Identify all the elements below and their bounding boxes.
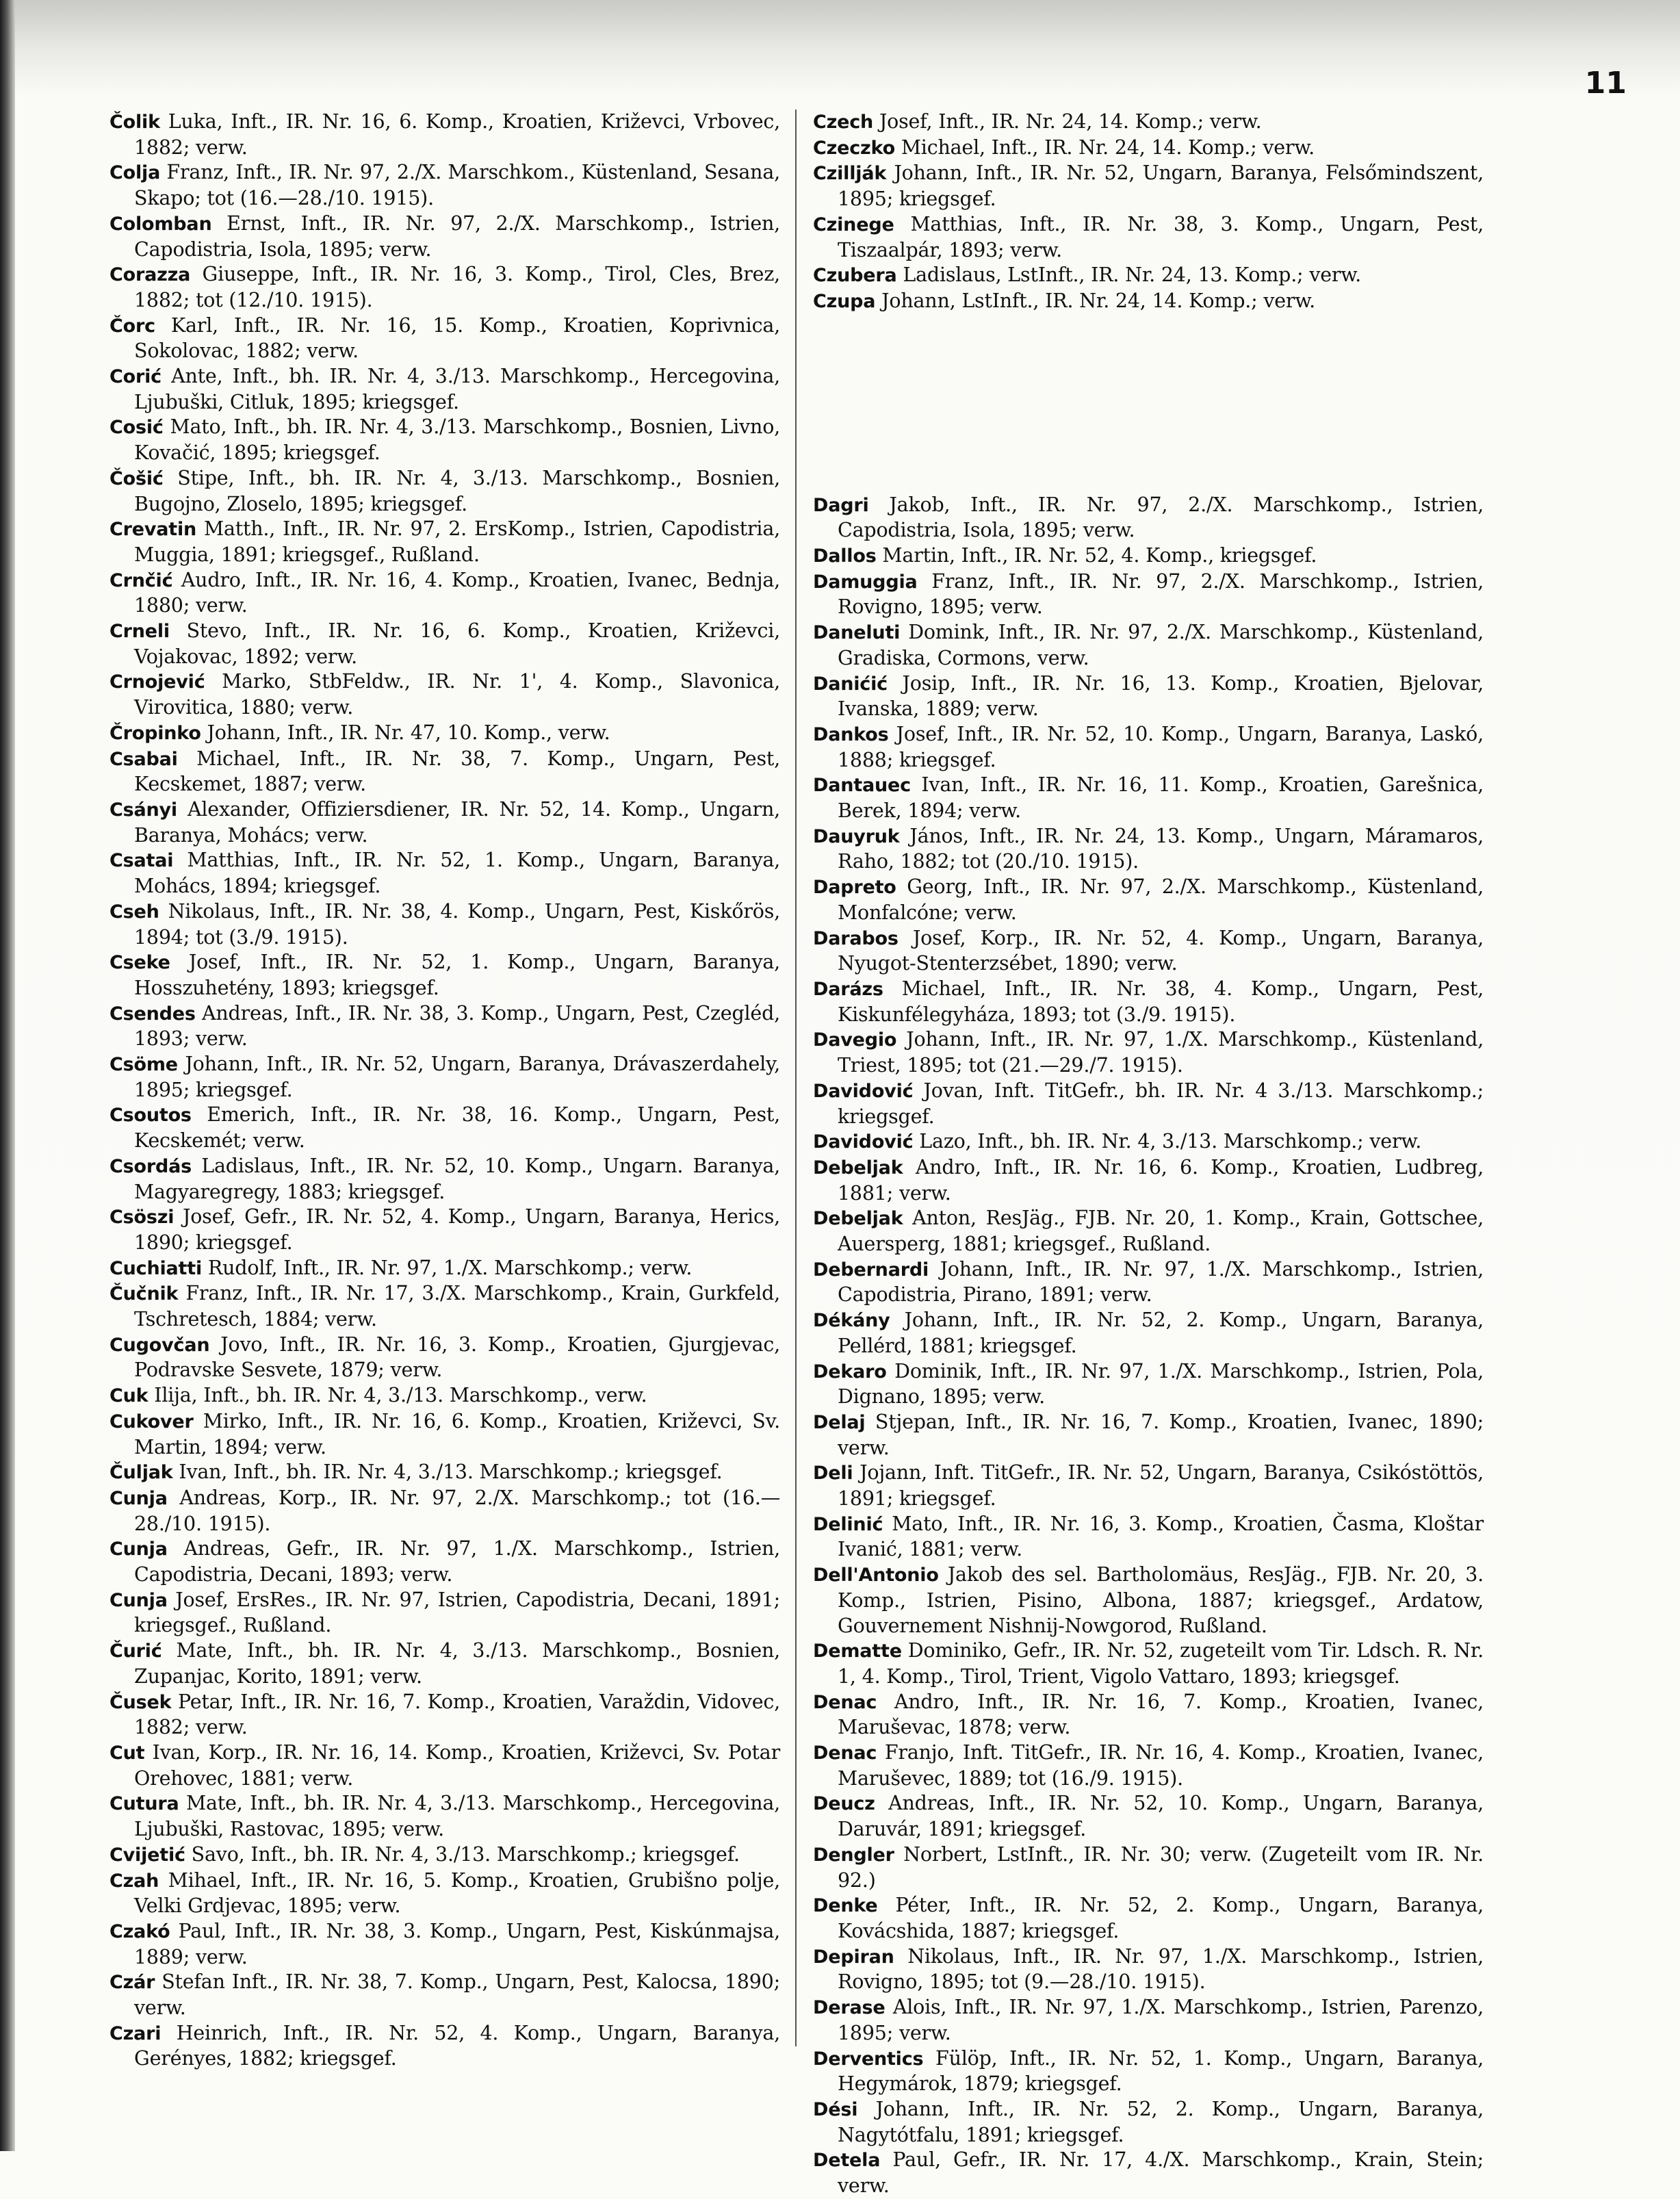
list-entry <box>109 1868 780 1919</box>
list-entry <box>813 1944 1484 1995</box>
entry-details: Georg, Inft., IR. Nr. 97, 2./X. Marschkomp., Küstenland, Monfalcóne; verw. <box>838 875 1484 924</box>
list-entry <box>109 1638 780 1689</box>
list-entry <box>109 1256 780 1282</box>
entry-surname: Čorc <box>109 315 155 337</box>
entry-details: Johann, Inft., IR. Nr. 97, 1./X. Marschkomp., Küstenland, Triest, 1895; tot (21.—29./7. 1915). <box>838 1028 1484 1077</box>
list-entry <box>109 1536 780 1587</box>
entry-surname: Dantauec <box>813 775 911 797</box>
entry-surname: Derase <box>813 1997 886 2019</box>
entry-details: Andreas, Gefr., IR. Nr. 97, 1./X. Marschkomp., Istrien, Capodistria, Decani, 1893; verw. <box>134 1537 781 1586</box>
entry-surname: Cut <box>109 1743 145 1764</box>
list-entry <box>813 1155 1484 1206</box>
entry-surname: Cugovčan <box>109 1334 210 1356</box>
list-entry <box>109 1383 780 1409</box>
entry-surname: Cunja <box>109 1539 168 1560</box>
entry-surname: Čošić <box>109 467 164 489</box>
list-entry <box>813 1410 1484 1461</box>
entry-surname: Cosić <box>109 417 164 439</box>
list-entry <box>813 2097 1484 2148</box>
entry-surname: Crevatin <box>109 519 197 541</box>
right-column-top-section <box>813 110 1484 315</box>
list-entry <box>109 747 780 797</box>
entry-surname: Dell'Antonio <box>813 1565 939 1586</box>
list-entry <box>813 161 1484 211</box>
entry-details: Dominik, Inft., IR. Nr. 97, 1./X. Marschkomp., Istrien, Pola, Dignano, 1895; verw. <box>838 1359 1484 1409</box>
list-entry <box>813 722 1484 773</box>
entry-surname: Cukover <box>109 1411 194 1432</box>
entry-details: Franz, Inft., IR. Nr. 97, 2./X. Marschkom., Küstenland, Sesana, Skapo; tot (16.—28./10. 1915). <box>134 161 780 210</box>
entry-surname: Cunja <box>109 1589 168 1611</box>
entry-surname: Csabai <box>109 748 178 770</box>
entry-surname: Czeczko <box>813 137 895 159</box>
entry-details: Josip, Inft., IR. Nr. 16, 13. Komp., Kroatien, Bjelovar, Ivanska, 1889; verw. <box>838 671 1484 721</box>
entry-surname: Czari <box>109 2022 161 2044</box>
list-entry <box>109 619 780 669</box>
list-entry <box>109 415 780 465</box>
entry-details: Domink, Inft., IR. Nr. 97, 2./X. Marschkomp., Küstenland, Gradiska, Cormons, verw. <box>838 621 1484 669</box>
entry-surname: Cuk <box>109 1385 148 1407</box>
entry-surname: Dekaro <box>813 1361 887 1383</box>
entry-details: Karl, Inft., IR. Nr. 16, 15. Komp., Kroatien, Koprivnica, Sokolovac, 1882; verw. <box>134 313 780 363</box>
list-entry <box>813 1129 1484 1155</box>
entry-surname: Damuggia <box>813 571 918 593</box>
list-entry <box>109 1001 780 1052</box>
entry-surname: Csoutos <box>109 1105 192 1127</box>
list-entry <box>813 875 1484 925</box>
list-entry <box>813 1359 1484 1410</box>
entry-surname: Debernardi <box>813 1259 929 1281</box>
entry-details: Péter, Inft., IR. Nr. 52, 2. Komp., Ungarn, Baranya, Kovácshida, 1887; kriegsgef. <box>838 1894 1484 1942</box>
entry-details: Emerich, Inft., IR. Nr. 38, 16. Komp., Ungarn, Pest, Kecskemét; verw. <box>134 1103 780 1153</box>
entry-surname: Dematte <box>813 1641 902 1662</box>
list-entry <box>109 899 780 950</box>
list-entry <box>109 1842 780 1868</box>
list-entry <box>813 493 1484 543</box>
entry-surname: Delinić <box>813 1513 883 1535</box>
list-entry <box>813 136 1484 162</box>
entry-surname: Cutura <box>109 1793 179 1815</box>
list-entry <box>813 671 1484 722</box>
entry-details: Ante, Inft., bh. IR. Nr. 4, 3./13. Marschkomp., Hercegovina, Ljubuški, Citluk, 1895; kriegsgef. <box>134 365 780 413</box>
entry-surname: Denac <box>813 1691 877 1713</box>
entry-details: Matth., Inft., IR. Nr. 97, 2. ErsKomp., Istrien, Capodistria, Muggia, 1891; kriegsgef., Rußland. <box>134 517 780 566</box>
entry-surname: Denac <box>813 1743 877 1764</box>
entry-details: Josef, Korp., IR. Nr. 52, 4. Komp., Ungarn, Baranya, Nyugot-Stenterzsébet, 1890; verw. <box>838 926 1484 975</box>
entry-details: Giuseppe, Inft., IR. Nr. 16, 3. Komp., Tirol, Cles, Brez, 1882; tot (12./10. 1915). <box>134 263 780 311</box>
entry-surname: Cseke <box>109 952 170 974</box>
list-entry <box>109 1103 780 1153</box>
entry-details: Mirko, Inft., IR. Nr. 16, 6. Komp., Kroatien, Križevci, Sv. Martin, 1894; verw. <box>134 1409 780 1458</box>
list-entry <box>109 950 780 1001</box>
entry-surname: Czupa <box>813 290 876 312</box>
list-entry <box>109 1486 780 1536</box>
entry-surname: Csányi <box>109 799 177 821</box>
list-entry <box>813 977 1484 1027</box>
entry-surname: Czillják <box>813 163 887 185</box>
entry-surname: Deucz <box>813 1793 875 1815</box>
list-entry <box>109 1409 780 1460</box>
entry-details: Johann, Inft., IR. Nr. 47, 10. Komp., verw. <box>207 721 610 744</box>
entry-details: Michael, Inft., IR. Nr. 24, 14. Komp.; verw. <box>901 136 1315 159</box>
list-entry <box>109 466 780 517</box>
entry-surname: Colomban <box>109 213 212 235</box>
entry-details: Mate, Inft., bh. IR. Nr. 4, 3./13. Marschkomp., Bosnien, Zupanjac, Korito, 1891; verw. <box>134 1639 781 1688</box>
entry-details: Petar, Inft., IR. Nr. 16, 7. Komp., Kroatien, Varaždin, Vidovec, 1882; verw. <box>134 1690 780 1739</box>
list-entry <box>813 569 1484 620</box>
entry-details: Matthias, Inft., IR. Nr. 52, 1. Komp., Ungarn, Baranya, Mohács, 1894; kriegsgef. <box>134 849 781 898</box>
right-column <box>813 110 1484 2199</box>
list-entry <box>813 926 1484 977</box>
entry-details: Martin, Inft., IR. Nr. 52, 4. Komp., kriegsgef. <box>882 544 1317 567</box>
entry-surname: Čolik <box>109 112 160 133</box>
list-entry <box>109 1052 780 1103</box>
entry-details: Andro, Inft., IR. Nr. 16, 6. Komp., Kroatien, Ludbreg, 1881; verw. <box>838 1155 1484 1205</box>
entry-details: Jakob, Inft., IR. Nr. 97, 2./X. Marschkomp., Istrien, Capodistria, Isola, 1895; verw. <box>838 493 1484 542</box>
entry-surname: Denke <box>813 1895 878 1917</box>
list-entry <box>109 1791 780 1842</box>
entry-details: Heinrich, Inft., IR. Nr. 52, 4. Komp., Ungarn, Baranya, Gerényes, 1882; kriegsgef. <box>134 2021 780 2070</box>
entry-details: Stefan Inft., IR. Nr. 38, 7. Komp., Ungarn, Pest, Kalocsa, 1890; verw. <box>134 1970 781 2020</box>
list-entry <box>109 160 780 211</box>
entry-details: Jakob des sel. Bartholomäus, ResJäg., FJB. Nr. 20, 3. Komp., Istrien, Pisino, Albona, 1887; kriegsgef., Ardatow, Gouvernement Nishnij-Nowgorod, Rußland. <box>838 1563 1484 1637</box>
list-entry <box>109 517 780 567</box>
entry-surname: Csöme <box>109 1054 178 1076</box>
entry-surname: Cvijetić <box>109 1844 185 1866</box>
entry-details: Mate, Inft., bh. IR. Nr. 4, 3./13. Marschkomp., Hercegovina, Ljubuški, Rastovac, 1895; verw. <box>134 1792 780 1841</box>
entry-details: Josef, Inft., IR. Nr. 52, 1. Komp., Ungarn, Baranya, Hosszuhetény, 1893; kriegsgef. <box>134 951 780 999</box>
entry-details: Josef, Inft., IR. Nr. 24, 14. Komp.; verw. <box>879 110 1262 133</box>
list-entry <box>109 1588 780 1638</box>
list-entry <box>109 1281 780 1332</box>
list-entry <box>813 1791 1484 1842</box>
entry-surname: Čurić <box>109 1641 162 1662</box>
entry-details: Marko, StbFeldw., IR. Nr. 1', 4. Komp., Slavonica, Virovitica, 1880; verw. <box>134 670 780 719</box>
entry-surname: Dagri <box>813 494 869 516</box>
entry-surname: Danićić <box>813 673 888 695</box>
list-entry <box>813 263 1484 289</box>
entry-surname: Deli <box>813 1463 853 1484</box>
entry-details: Michael, Inft., IR. Nr. 38, 4. Komp., Ungarn, Pest, Kiskunfélegyháza, 1893; tot (3./9. 1915). <box>838 977 1484 1026</box>
entry-surname: Crnčić <box>109 569 173 591</box>
list-entry <box>109 1740 780 1791</box>
list-entry <box>813 1893 1484 1944</box>
entry-details: Luka, Inft., IR. Nr. 16, 6. Komp., Kroatien, Križevci, Vrbovec, 1882; verw. <box>134 110 781 159</box>
entry-details: Johann, Inft., IR. Nr. 52, Ungarn, Baranya, Felsőmindszent, 1895; kriegsgef. <box>838 162 1484 211</box>
entry-details: Jojann, Inft. TitGefr., IR. Nr. 52, Ungarn, Baranya, Csikóstöttös, 1891; kriegsgef. <box>838 1461 1484 1510</box>
entry-surname: Csordás <box>109 1155 192 1177</box>
entry-details: Alexander, Offiziersdiener, IR. Nr. 52, 14. Komp., Ungarn, Baranya, Mohács; verw. <box>134 797 780 847</box>
entry-surname: Crnojević <box>109 671 205 693</box>
entry-details: Franz, Inft., IR. Nr. 17, 3./X. Marschkomp., Krain, Gurkfeld, Tschretesch, 1884; verw. <box>134 1282 781 1331</box>
list-entry <box>109 211 780 262</box>
entry-surname: Crneli <box>109 621 170 643</box>
list-entry <box>813 543 1484 569</box>
right-column-bottom-section <box>813 493 1484 2199</box>
list-entry <box>109 721 780 747</box>
entry-details: Josef, Gefr., IR. Nr. 52, 4. Komp., Ungarn, Baranya, Herics, 1890; kriegsgef. <box>134 1205 780 1254</box>
list-entry <box>813 110 1484 136</box>
entry-surname: Čropinko <box>109 722 201 744</box>
list-entry <box>109 1205 780 1255</box>
entry-surname: Csatai <box>109 850 174 872</box>
entry-surname: Colja <box>109 162 161 184</box>
list-entry <box>813 1079 1484 1129</box>
list-entry <box>813 1638 1484 1689</box>
entry-details: Stevo, Inft., IR. Nr. 16, 6. Komp., Kroatien, Križevci, Vojakovac, 1892; verw. <box>134 619 780 668</box>
entry-details: Ernst, Inft., IR. Nr. 97, 2./X. Marschkomp., Istrien, Capodistria, Isola, 1895; verw. <box>134 211 781 261</box>
entry-details: Johann, Inft., IR. Nr. 52, 2. Komp., Ungarn, Baranya, Nagytótfalu, 1891; kriegsgef. <box>838 2097 1484 2146</box>
list-entry <box>109 364 780 415</box>
entry-surname: Dauyruk <box>813 825 900 847</box>
entry-details: Josef, ErsRes., IR. Nr. 97, Istrien, Capodistria, Decani, 1891; kriegsgef., Rußland. <box>134 1588 780 1637</box>
entry-details: Mato, Inft., IR. Nr. 16, 3. Komp., Kroatien, Časma, Kloštar Ivanić, 1881; verw. <box>838 1512 1484 1561</box>
entry-surname: Dengler <box>813 1844 894 1866</box>
list-entry <box>813 1206 1484 1257</box>
entry-surname: Csendes <box>109 1003 196 1025</box>
entry-details: Jovan, Inft. TitGefr., bh. IR. Nr. 4 3./13. Marschkomp.; kriegsgef. <box>838 1079 1484 1128</box>
list-entry <box>109 669 780 720</box>
entry-details: Paul, Inft., IR. Nr. 38, 3. Komp., Ungarn, Pest, Kiskúnmajsa, 1889; verw. <box>134 1919 780 1968</box>
entry-details: Audro, Inft., IR. Nr. 16, 4. Komp., Kroatien, Ivanec, Bednja, 1880; verw. <box>134 568 780 617</box>
list-entry <box>813 824 1484 875</box>
entry-details: Nikolaus, Inft., IR. Nr. 97, 1./X. Marschkomp., Istrien, Rovigno, 1895; tot (9.—28./10. 1915). <box>838 1944 1484 1994</box>
entry-details: Ivan, Korp., IR. Nr. 16, 14. Komp., Kroatien, Križevci, Sv. Potar Orehovec, 1881; verw. <box>134 1741 781 1790</box>
list-entry <box>813 212 1484 263</box>
entry-details: Alois, Inft., IR. Nr. 97, 1./X. Marschkomp., Istrien, Parenzo, 1895; verw. <box>838 1996 1484 2044</box>
entry-details: Franz, Inft., IR. Nr. 97, 2./X. Marschkomp., Istrien, Rovigno, 1895; verw. <box>838 569 1484 619</box>
list-entry <box>813 1027 1484 1078</box>
page-number: 11 <box>1584 66 1627 101</box>
list-entry <box>813 1995 1484 2046</box>
entry-surname: Detela <box>813 2150 881 2172</box>
list-entry <box>109 1690 780 1740</box>
entry-surname: Delaj <box>813 1411 866 1433</box>
entry-details: Jovo, Inft., IR. Nr. 16, 3. Komp., Kroatien, Gjurgjevac, Podravske Sesvete, 1879; verw. <box>134 1333 781 1382</box>
entry-surname: Czakó <box>109 1920 170 1942</box>
entry-details: Anton, ResJäg., FJB. Nr. 20, 1. Komp., Krain, Gottschee, Auersperg, 1881; kriegsgef., Rußland. <box>838 1207 1484 1256</box>
entry-surname: Cuchiatti <box>109 1257 203 1279</box>
entry-surname: Davegio <box>813 1029 897 1051</box>
list-entry <box>813 1461 1484 1511</box>
list-entry <box>109 110 780 160</box>
entry-surname: Derventics <box>813 2048 924 2070</box>
entry-surname: Dési <box>813 2098 858 2120</box>
entry-surname: Dékány <box>813 1310 890 1332</box>
entry-details: Andreas, Korp., IR. Nr. 97, 2./X. Marschkomp.; tot (16.—28./10. 1915). <box>134 1486 780 1535</box>
list-entry <box>109 797 780 848</box>
entry-surname: Dapreto <box>813 877 896 899</box>
entry-details: Paul, Gefr., IR. Nr. 17, 4./X. Marschkomp., Krain, Stein; verw. <box>838 2148 1484 2198</box>
list-entry <box>109 2021 780 2072</box>
entry-details: Andro, Inft., IR. Nr. 16, 7. Komp., Kroatien, Ivanec, Maruševac, 1878; verw. <box>838 1690 1484 1739</box>
entry-details: Andreas, Inft., IR. Nr. 52, 10. Komp., Ungarn, Baranya, Daruvár, 1891; kriegsgef. <box>838 1792 1484 1841</box>
left-column <box>109 110 780 2072</box>
list-entry <box>109 1919 780 1970</box>
entry-details: Johann, Inft., IR. Nr. 52, Ungarn, Baranya, Drávaszerdahely, 1895; kriegsgef. <box>134 1053 781 1101</box>
list-entry <box>109 848 780 899</box>
entry-details: Johann, LstInft., IR. Nr. 24, 14. Komp.; verw. <box>881 289 1316 312</box>
list-entry <box>813 1257 1484 1308</box>
entry-surname: Czár <box>109 1972 155 1994</box>
entry-surname: Corić <box>109 366 161 388</box>
list-entry <box>109 262 780 313</box>
list-entry <box>813 1563 1484 1638</box>
entry-surname: Czinege <box>813 214 894 235</box>
entry-surname: Depiran <box>813 1946 894 1968</box>
entry-surname: Čuljak <box>109 1462 173 1484</box>
entry-surname: Cunja <box>109 1487 168 1509</box>
scan-binding-edge <box>0 0 15 2151</box>
entry-details: Savo, Inft., bh. IR. Nr. 4, 3./13. Marschkomp.; kriegsgef. <box>191 1842 740 1866</box>
list-entry <box>109 1460 780 1486</box>
list-entry <box>813 1842 1484 1893</box>
entry-surname: Czah <box>109 1870 159 1892</box>
entry-surname: Debeljak <box>813 1157 903 1179</box>
list-entry <box>813 1740 1484 1791</box>
entry-details: Ivan, Inft., bh. IR. Nr. 4, 3./13. Marschkomp.; kriegsgef. <box>179 1461 723 1484</box>
list-entry <box>109 313 780 364</box>
entry-surname: Davidović <box>813 1131 914 1153</box>
list-entry <box>813 1690 1484 1740</box>
entry-details: Lazo, Inft., bh. IR. Nr. 4, 3./13. Marschkomp.; verw. <box>919 1130 1422 1153</box>
entry-details: Fülöp, Inft., IR. Nr. 52, 1. Komp., Ungarn, Baranya, Hegymárok, 1879; kriegsgef. <box>838 2046 1484 2096</box>
entry-details: Matthias, Inft., IR. Nr. 38, 3. Komp., Ungarn, Pest, Tiszaalpár, 1893; verw. <box>838 212 1484 261</box>
list-entry <box>813 2046 1484 2097</box>
entry-surname: Corazza <box>109 264 191 286</box>
entry-details: Josef, Inft., IR. Nr. 52, 10. Komp., Ungarn, Baranya, Laskó, 1888; kriegsgef. <box>838 722 1484 771</box>
entry-details: Rudolf, Inft., IR. Nr. 97, 1./X. Marschkomp.; verw. <box>207 1256 693 1279</box>
entry-details: Stipe, Inft., bh. IR. Nr. 4, 3./13. Marschkomp., Bosnien, Bugojno, Zloselo, 1895; kriegsgef. <box>134 466 781 515</box>
column-divider <box>795 110 797 2046</box>
entry-details: Stjepan, Inft., IR. Nr. 16, 7. Komp., Kroatien, Ivanec, 1890; verw. <box>838 1410 1484 1459</box>
entry-details: Ladislaus, LstInft., IR. Nr. 24, 13. Komp.; verw. <box>903 263 1361 287</box>
entry-details: Johann, Inft., IR. Nr. 52, 2. Komp., Ungarn, Baranya, Pellérd, 1881; kriegsgef. <box>838 1309 1484 1357</box>
entry-surname: Czubera <box>813 265 897 287</box>
list-entry <box>813 1512 1484 1563</box>
entry-surname: Daneluti <box>813 622 901 644</box>
list-entry <box>813 620 1484 671</box>
entry-surname: Darabos <box>813 927 899 949</box>
entry-details: Michael, Inft., IR. Nr. 38, 7. Komp., Ungarn, Pest, Kecskemet, 1887; verw. <box>134 747 780 796</box>
entry-surname: Czech <box>813 112 874 133</box>
entry-surname: Darázs <box>813 978 883 1000</box>
entry-details: Ilija, Inft., bh. IR. Nr. 4, 3./13. Marschkomp., verw. <box>154 1384 647 1407</box>
entry-surname: Debeljak <box>813 1208 903 1230</box>
entry-details: Andreas, Inft., IR. Nr. 38, 3. Komp., Ungarn, Pest, Czegléd, 1893; verw. <box>134 1001 781 1051</box>
entry-surname: Csöszi <box>109 1207 175 1229</box>
entry-surname: Dallos <box>813 545 877 567</box>
entry-details: Mihael, Inft., IR. Nr. 16, 5. Komp., Kroatien, Grubišno polje, Velki Grdjevac, 1895; verw. <box>134 1868 781 1918</box>
entry-surname: Čučnik <box>109 1283 179 1305</box>
entry-surname: Dankos <box>813 723 889 745</box>
entry-details: János, Inft., IR. Nr. 24, 13. Komp., Ungarn, Máramaros, Raho, 1882; tot (20./10. 1915). <box>838 824 1484 873</box>
entry-details: Dominiko, Gefr., IR. Nr. 52, zugeteilt vom Tir. Ldsch. R. Nr. 1, 4. Komp., Tirol, Trient, Vigolo Vattaro, 1893; kriegsgef. <box>838 1639 1484 1688</box>
entry-details: Mato, Inft., bh. IR. Nr. 4, 3./13. Marschkomp., Bosnien, Livno, Kovačić, 1895; kriegsgef. <box>134 415 781 465</box>
list-entry <box>109 568 780 619</box>
list-entry <box>813 773 1484 823</box>
entry-details: Johann, Inft., IR. Nr. 97, 1./X. Marschkomp., Istrien, Capodistria, Pirano, 1891; verw. <box>838 1257 1484 1307</box>
entry-details: Ivan, Inft., IR. Nr. 16, 11. Komp., Kroatien, Garešnica, Berek, 1894; verw. <box>838 773 1484 823</box>
entry-surname: Davidović <box>813 1080 914 1102</box>
list-entry <box>813 2148 1484 2198</box>
list-entry <box>813 289 1484 315</box>
entry-details: Nikolaus, Inft., IR. Nr. 38, 4. Komp., Ungarn, Pest, Kiskőrös, 1894; tot (3./9. 1915). <box>134 899 781 949</box>
entry-details: Franjo, Inft. TitGefr., IR. Nr. 16, 4. Komp., Kroatien, Ivanec, Maruševec, 1889; tot (16./9. 1915). <box>838 1741 1484 1790</box>
entry-surname: Cseh <box>109 901 159 923</box>
entry-details: Norbert, LstInft., IR. Nr. 30; verw. (Zugeteilt vom IR. Nr. 92.) <box>838 1842 1484 1892</box>
entry-details: Ladislaus, Inft., IR. Nr. 52, 10. Komp., Ungarn. Baranya, Magyaregregy, 1883; kriegsgef. <box>134 1154 780 1203</box>
entry-surname: Čusek <box>109 1691 172 1713</box>
list-entry <box>813 1308 1484 1359</box>
section-gap <box>813 315 1484 493</box>
list-entry <box>109 1970 780 2020</box>
list-entry <box>109 1333 780 1383</box>
list-entry <box>109 1154 780 1205</box>
